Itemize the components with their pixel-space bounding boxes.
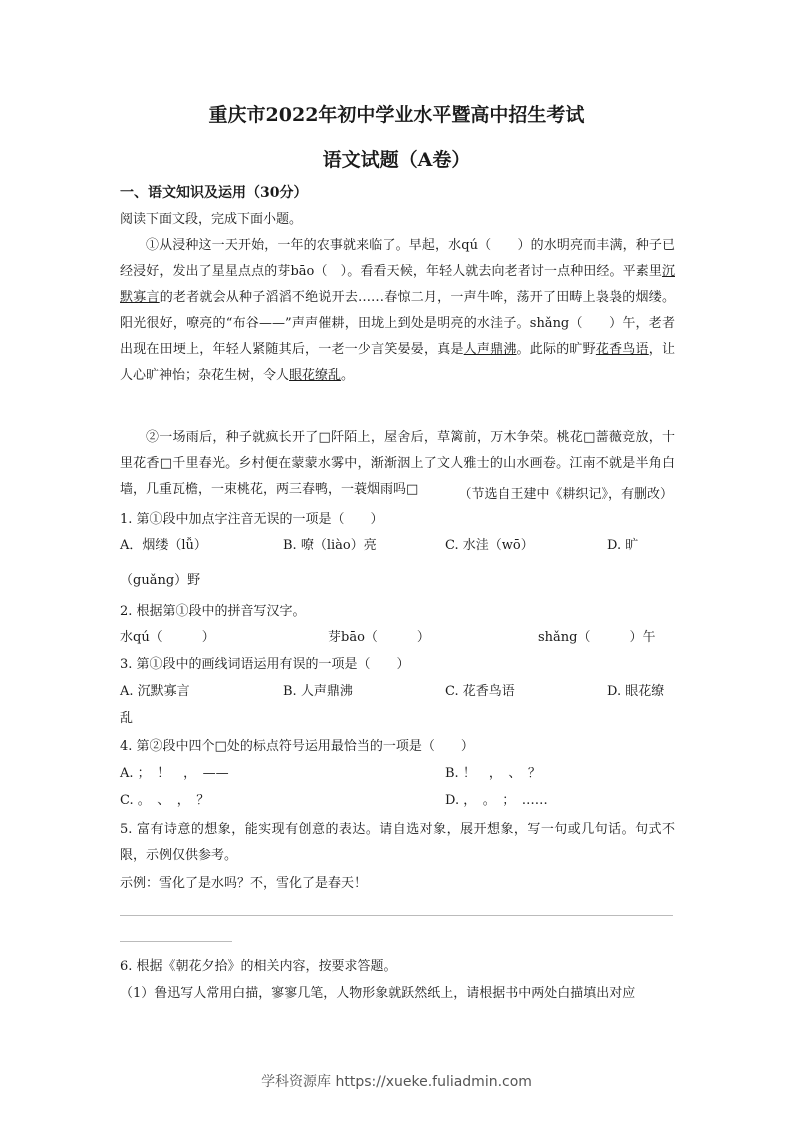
q2-blank-3: shǎng（ ）午 [538,630,656,645]
exam-subtitle: 语文试题（A卷） [322,149,471,171]
q1-option-c: C. 水洼（wō） [445,538,534,553]
q4-option-d: D. ， 。 ； …… [445,793,548,808]
underlined-word-3: 花香鸟语 [595,342,649,357]
footer-watermark: 学科资源库 https://xueke.fuliadmin.com [261,1074,532,1090]
q3-option-c: C. 花香鸟语 [445,684,515,699]
passage-paragraph-1 [120,233,675,389]
question-6-stem: 6. 根据《朝花夕拾》的相关内容，按要求答题。 [120,959,397,974]
q3-option-d: D. 眼花缭 [607,684,665,699]
question-3-stem: 3. 第①段中的画线词语运用有误的一项是（ ） [120,657,410,672]
question-1-stem: 1. 第①段中加点字注音无误的一项是（ ） [120,512,384,527]
section-heading: 一、语文知识及运用（30分） [120,185,308,201]
answer-line [120,915,673,916]
passage-text: ①从浸种这一天开始，一年的农事就来临了。早起，水qú（ ）的水明亮而丰满，种子已经浸好，发出了星星点点的芽bāo（ ）。看看天候，年轻人就去向老者讨一点种田经。平素里 [120,238,675,279]
passage-text: 的老者就会从种子滔滔不绝说开去……春惊二月，一声牛哞，荡开了田畴上袅袅的烟缕。阳光很好，嘹亮的“布谷——”声声催耕，田垅上到处是明亮的水洼子。shǎng（ ）午，老者出现在田埂上，年轻人紧随其后，一老一少言笑晏晏，真是 [120,290,675,357]
q1-option-b: B. 嘹（liào）亮 [283,538,377,553]
question-4-stem: 4. 第②段中四个□处的标点符号运用最恰当的一项是（ ） [120,739,474,754]
question-5-example: 示例：雪化了是水吗？不，雪化了是春天！ [120,876,368,891]
question-2-stem: 2. 根据第①段中的拼音写汉字。 [120,604,306,619]
underlined-word-1: 沉默寡言 [120,264,675,305]
q4-option-a: A. ； ！ ， —— [120,766,229,781]
divider [120,941,232,942]
q1-option-d-cont: （guǎng）野 [120,573,201,588]
question-5-stem: 5. 富有诗意的想象，能实现有创意的表达。请自选对象，展开想象，写一句或几句话。句式不限，示例仅供参考。 [120,822,675,863]
passage-paragraph-2: ②一场雨后，种子就疯长开了□阡陌上，屋舍后，草篱前，万木争荣。桃花□蔷薇竞放，十里花香□千里春光。乡村便在蒙蒙水雾中，渐渐洇上了文人雅士的山水画卷。江南不就是半角白墙，几重瓦檐，一束桃花，两三春鸭，一蓑烟雨吗□ [120,430,675,497]
passage-text: 。 [341,368,355,383]
q3-option-b: B. 人声鼎沸 [283,684,353,699]
q1-option-a: A．烟缕（lǚ） [120,538,207,553]
q1-option-d: D. 旷 [607,538,639,553]
q2-blank-1: 水qú（ ） [120,630,215,645]
question-6-sub-1: （1）鲁迅写人常用白描，寥寥几笔，人物形象就跃然纸上，请根据书中两处白描填出对应 [120,986,636,1001]
exam-title: 重庆市2022年初中学业水平暨高中招生考试 [208,104,585,126]
passage-source: （节选自王建中《耕织记》，有删改） [458,487,673,502]
q3-option-d-cont: 乱 [120,711,134,726]
q2-blank-2: 芽bāo（ ） [328,630,430,645]
underlined-word-4: 眼花缭乱 [289,368,342,383]
q4-option-b: B. ！ ， 、 ？ [445,766,541,781]
passage-text: ，让人心旷神怡；杂花生树，令人 [120,342,675,383]
underlined-word-2: 人声鼎沸 [463,342,517,357]
q4-option-c: C. 。 、 ， ？ [120,793,210,808]
instruction: 阅读下面文段，完成下面小题。 [120,212,303,227]
passage-text: 。此际的旷野 [516,342,596,357]
q3-option-a: A. 沉默寡言 [120,684,190,699]
